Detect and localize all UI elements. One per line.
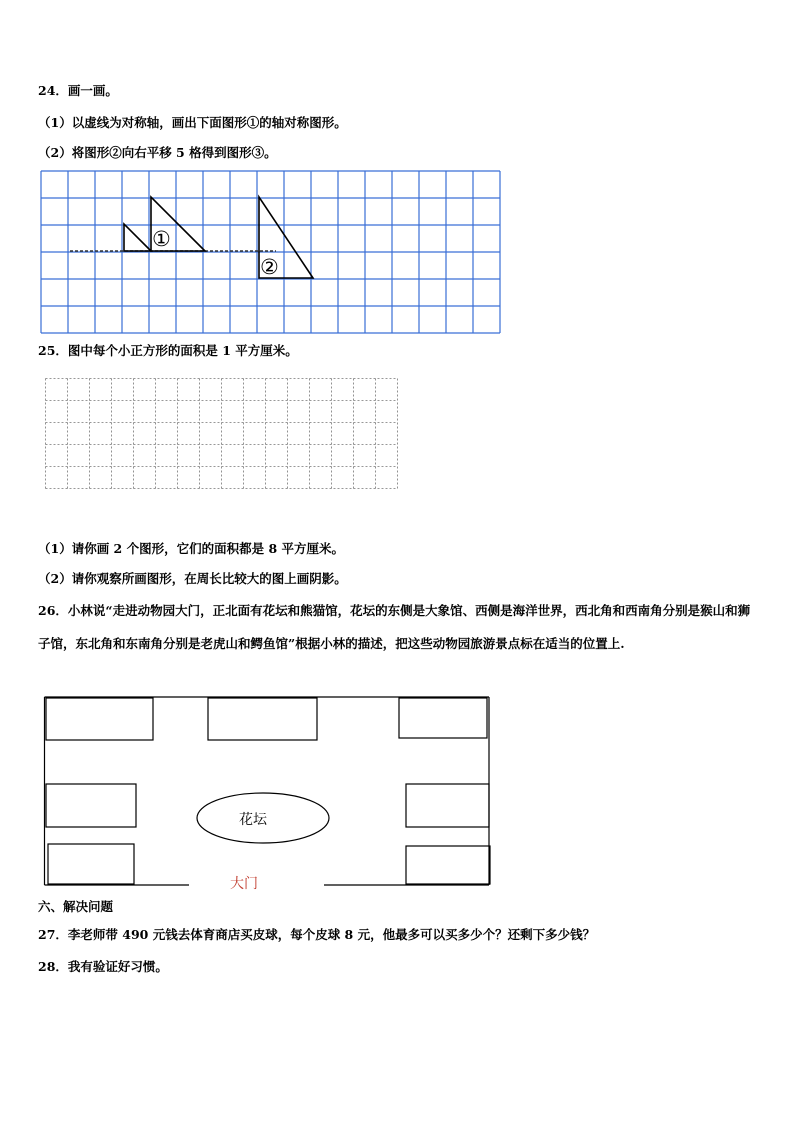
q25-dashed-grid: [45, 378, 401, 521]
shape-2-label: ②: [260, 255, 279, 279]
q24-title: 24．画一画。: [38, 83, 118, 98]
q24-part1: （1）以虚线为对称轴，画出下面图形①的轴对称图形。: [38, 115, 347, 130]
gate-label: 大门: [230, 876, 258, 892]
flowerbed-label: 花坛: [239, 812, 267, 828]
q25-part2: （2）请你观察所画图形，在周长比较大的图上画阴影。: [38, 571, 347, 586]
shape-1-label: ①: [152, 227, 171, 251]
section-6-title: 六、解决问题: [38, 899, 114, 914]
q24-part2: （2）将图形②向右平移 5 格得到图形③。: [38, 145, 277, 160]
shape-1-small-triangle: [124, 224, 151, 251]
zoo-map: [44, 696, 494, 892]
north-attraction-box: [208, 698, 317, 740]
q28-text: 28．我有验证好习惯。: [38, 959, 168, 974]
east-attraction-box: [406, 784, 489, 827]
west-attraction-box: [46, 784, 136, 827]
southeast-attraction-box: [406, 846, 490, 884]
northwest-attraction-box: [46, 698, 153, 740]
q25-part1: （1）请你画 2 个图形，它们的面积都是 8 平方厘米。: [38, 541, 345, 556]
q24-grid: [40, 170, 506, 332]
northeast-attraction-box: [399, 698, 487, 738]
q27-text: 27．李老师带 490 元钱去体育商店买皮球，每个皮球 8 元，他最多可以买多少个？还剩下多少钱？: [38, 927, 596, 942]
q25-title: 25．图中每个小正方形的面积是 1 平方厘米。: [38, 343, 298, 358]
q26-text: 26．小林说“走进动物园大门，正北面有花坛和熊猫馆，花坛的东侧是大象馆、西侧是海洋世界，西北角和西南角分别是猴山和狮子馆，东北角和东南角分别是老虎山和鳄鱼馆”根据小林的描述，把这些动物园旅游景点标在适当的位置上.: [38, 603, 751, 651]
southwest-attraction-box: [48, 844, 134, 884]
